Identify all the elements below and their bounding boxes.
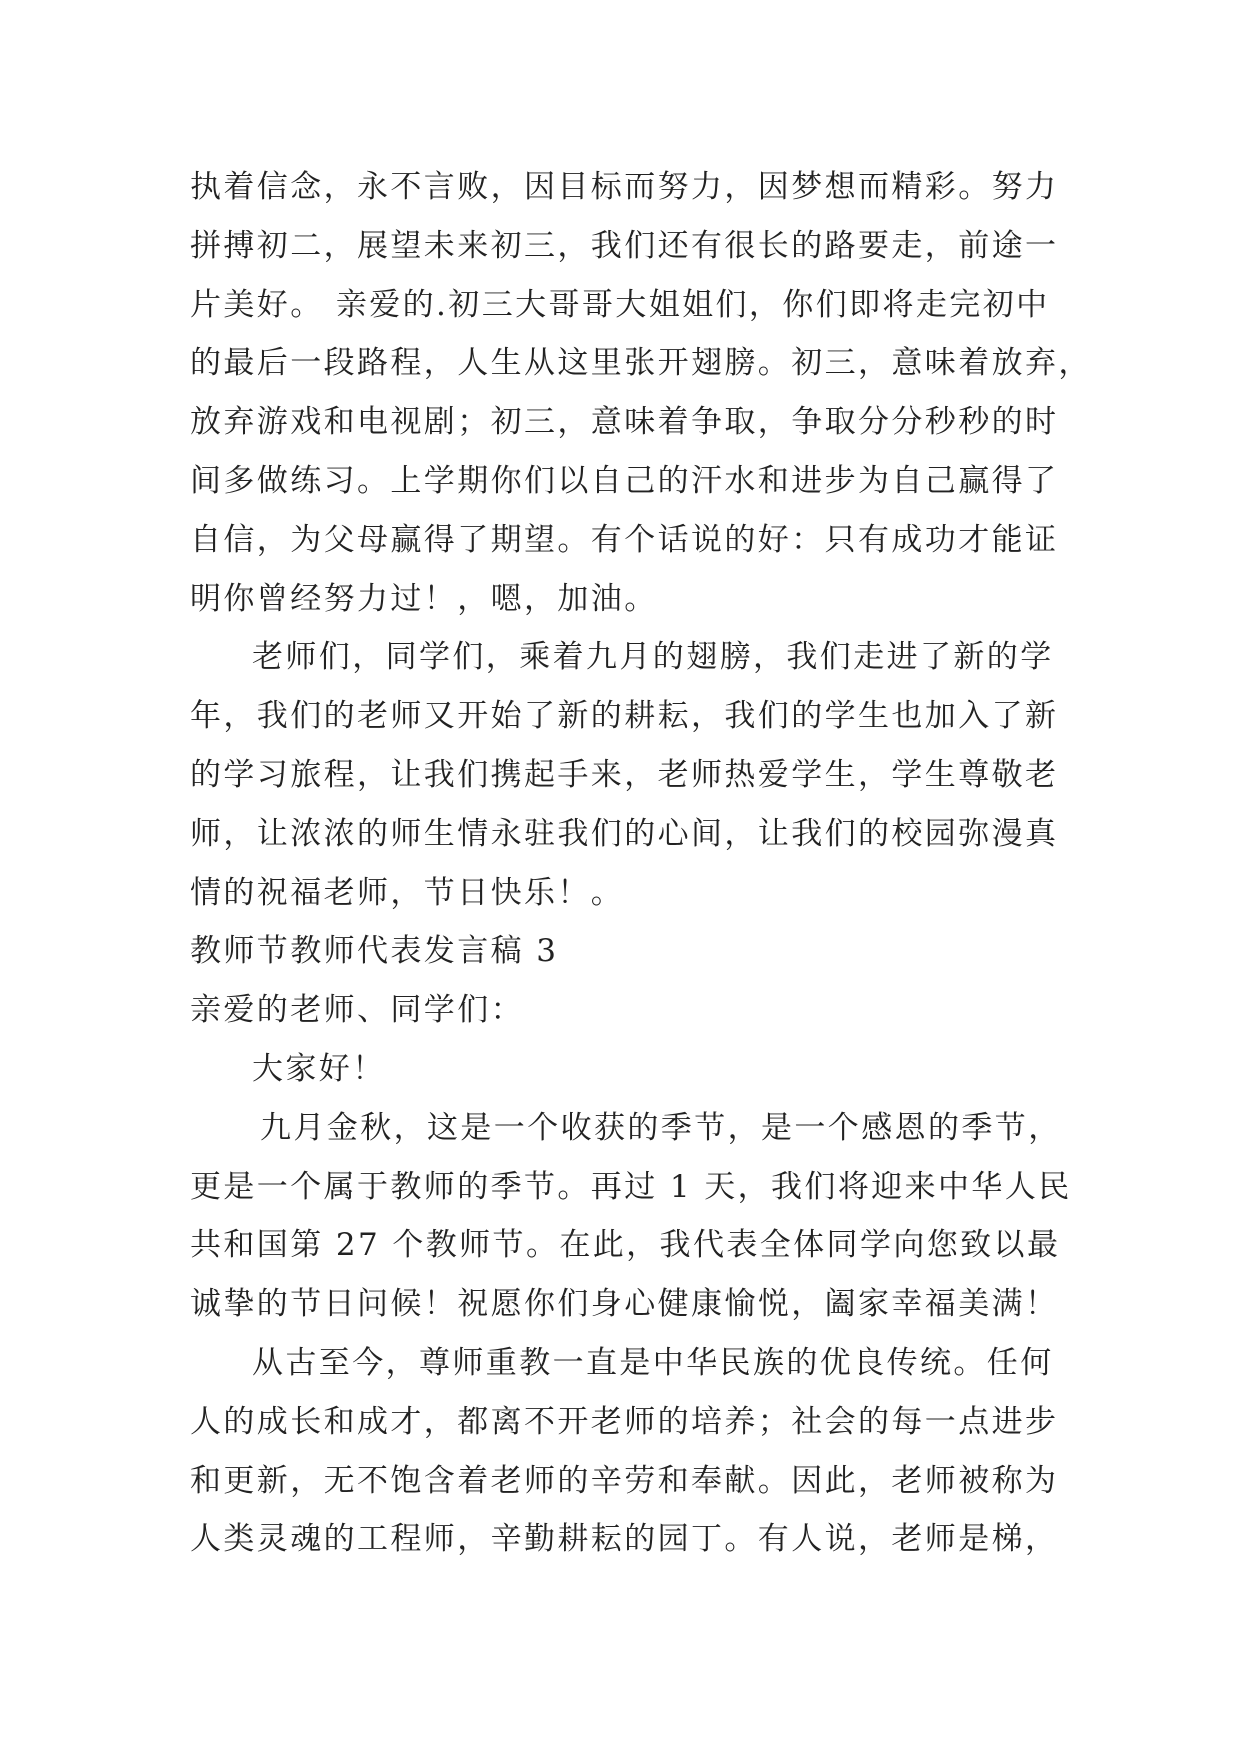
text-line: 明你曾经努力过！，嗯，加油。 bbox=[190, 580, 658, 617]
text-line: 师，让浓浓的师生情永驻我们的心间，让我们的校园弥漫真 bbox=[190, 815, 1059, 852]
text-line: 放弃游戏和电视剧；初三，意味着争取，争取分分秒秒的时 bbox=[190, 404, 1059, 441]
text-line: 共和国第 27 个教师节。在此，我代表全体同学向您致以最 bbox=[190, 1227, 1061, 1264]
document-body bbox=[190, 158, 1092, 1569]
paragraph-start-line: 从古至今，尊师重教一直是中华民族的优良传统。任何 bbox=[252, 1344, 1054, 1381]
text-line: 片美好。 亲爱的.初三大哥哥大姐姐们，你们即将走完初中 bbox=[190, 286, 1050, 323]
greeting: 大家好！ bbox=[252, 1050, 386, 1087]
text-line: 情的祝福老师，节日快乐！。 bbox=[190, 874, 625, 911]
text-line: 和更新，无不饱含着老师的辛劳和奉献。因此，老师被称为 bbox=[190, 1462, 1059, 1499]
text-line: 人的成长和成才，都离不开老师的培养；社会的每一点进步 bbox=[190, 1403, 1059, 1440]
text-line: 诚挚的节日问候！祝愿你们身心健康愉悦，阖家幸福美满！ bbox=[190, 1286, 1059, 1323]
text-line: 间多做练习。上学期你们以自己的汗水和进步为自己赢得了 bbox=[190, 462, 1059, 499]
text-line: 自信，为父母赢得了期望。有个话说的好：只有成功才能证 bbox=[190, 521, 1059, 558]
text-line: 的最后一段路程，人生从这里张开翅膀。初三，意味着放弃， bbox=[190, 345, 1092, 382]
salutation: 亲爱的老师、同学们： bbox=[190, 992, 524, 1029]
text-line: 拼搏初二，展望未来初三，我们还有很长的路要走，前途一 bbox=[190, 227, 1059, 264]
text-line: 的学习旅程，让我们携起手来，老师热爱学生，学生尊敬老 bbox=[190, 756, 1059, 793]
text-line: 更是一个属于教师的季节。再过 1 天，我们将迎来中华人民 bbox=[190, 1168, 1072, 1205]
text-line: 年，我们的老师又开始了新的耕耘，我们的学生也加入了新 bbox=[190, 698, 1059, 735]
paragraph-start-line: 老师们，同学们，乘着九月的翅膀，我们走进了新的学 bbox=[252, 639, 1054, 676]
text-line: 执着信念，永不言败，因目标而努力，因梦想而精彩。努力 bbox=[190, 169, 1059, 205]
section-heading: 教师节教师代表发言稿 3 bbox=[190, 933, 559, 970]
paragraph-start-line: 九月金秋，这是一个收获的季节，是一个感恩的季节， bbox=[260, 1109, 1062, 1146]
text-line: 人类灵魂的工程师，辛勤耕耘的园丁。有人说，老师是梯， bbox=[190, 1521, 1059, 1558]
